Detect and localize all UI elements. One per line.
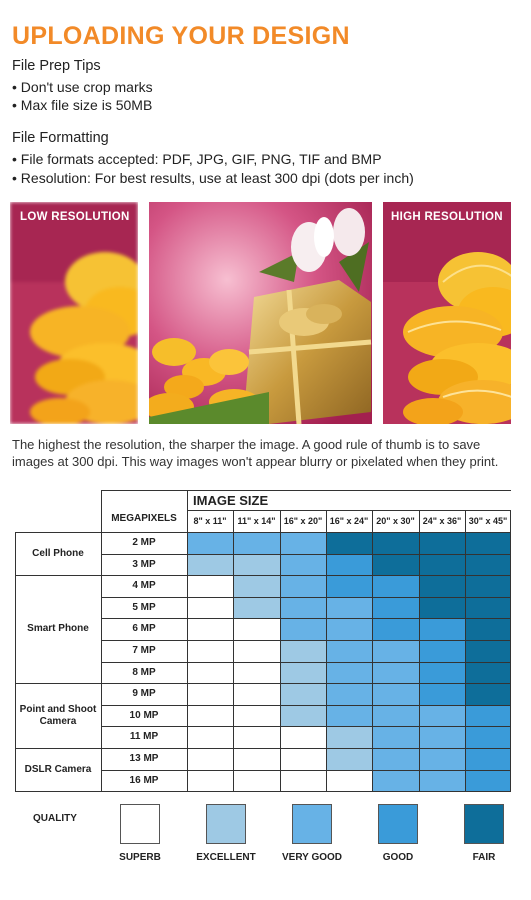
column-header-size: 20" x 30" (376, 516, 415, 526)
table-gridline (101, 597, 511, 598)
quality-swatch (464, 804, 504, 844)
quality-cell (372, 575, 419, 597)
quality-cell (419, 770, 465, 791)
megapixel-label: 8 MP (132, 667, 156, 678)
prep-tip: • Max file size is 50MB (12, 97, 152, 113)
quality-cell (233, 640, 280, 662)
quality-cell (465, 662, 511, 683)
quality-cell (187, 662, 233, 683)
quality-cell (419, 575, 465, 597)
file-prep-heading: File Prep Tips (12, 58, 101, 74)
table-gridline (15, 683, 101, 684)
quality-cell (419, 726, 465, 748)
quality-cell (187, 705, 233, 726)
megapixel-label: 7 MP (132, 645, 156, 656)
quality-cell (326, 554, 372, 575)
megapixel-label: 2 MP (132, 537, 156, 548)
quality-cell (280, 640, 326, 662)
table-gridline (101, 726, 511, 727)
table-gridline (101, 640, 511, 641)
quality-cell (233, 532, 280, 554)
table-gridline (419, 510, 420, 792)
quality-cell (280, 726, 326, 748)
quality-cell (372, 748, 419, 770)
table-gridline (465, 510, 466, 792)
high-resolution-photo (383, 202, 511, 424)
quality-cell (280, 662, 326, 683)
quality-cell (419, 640, 465, 662)
megapixel-label: 10 MP (129, 710, 159, 721)
quality-cell (280, 770, 326, 791)
quality-cell (187, 597, 233, 618)
quality-cell (280, 705, 326, 726)
quality-cell (372, 726, 419, 748)
quality-cell (419, 597, 465, 618)
quality-cell (187, 618, 233, 640)
quality-swatch (206, 804, 246, 844)
device-group-label: Point and Shoot Camera (19, 703, 97, 727)
quality-cell (233, 597, 280, 618)
quality-swatch (120, 804, 160, 844)
quality-cell (372, 597, 419, 618)
quality-cell (187, 748, 233, 770)
megapixel-label: 4 MP (132, 580, 156, 591)
megapixel-label: 11 MP (129, 731, 159, 742)
quality-cell (465, 683, 511, 705)
quality-cell (233, 618, 280, 640)
quality-cell (326, 597, 372, 618)
quality-cell (280, 683, 326, 705)
quality-swatch (292, 804, 332, 844)
image-size-title: IMAGE SIZE (193, 493, 269, 508)
column-header-size: 11" x 14" (237, 516, 276, 526)
column-header-size: 16" x 20" (283, 516, 323, 526)
quality-cell (372, 770, 419, 791)
quality-swatch-label: EXCELLENT (196, 852, 256, 863)
table-gridline (101, 490, 102, 792)
quality-cell (372, 618, 419, 640)
quality-cell (465, 748, 511, 770)
column-header-size: 24" x 36" (422, 516, 462, 526)
table-gridline (326, 510, 327, 792)
quality-cell (326, 705, 372, 726)
table-gridline (280, 510, 281, 792)
center-photo (149, 202, 372, 424)
quality-cell (187, 554, 233, 575)
megapixels-title: MEGAPIXELS (111, 513, 177, 524)
quality-label: QUALITY (33, 813, 77, 824)
quality-swatch-label: VERY GOOD (281, 852, 342, 863)
quality-cell (187, 575, 233, 597)
quality-cell (233, 554, 280, 575)
quality-cell (280, 532, 326, 554)
quality-cell (187, 683, 233, 705)
column-header-size: 16" x 24" (329, 516, 369, 526)
quality-cell (233, 683, 280, 705)
quality-swatch-label: FAIR (472, 852, 496, 863)
quality-cell (280, 618, 326, 640)
quality-cell (326, 640, 372, 662)
table-gridline (15, 748, 101, 749)
device-group-label: DSLR Camera (24, 763, 92, 775)
quality-cell (233, 575, 280, 597)
quality-cell (465, 726, 511, 748)
quality-swatch-label: SUPERB (119, 852, 161, 863)
quality-cell (187, 532, 233, 554)
page-title: UPLOADING YOUR DESIGN (12, 22, 350, 50)
table-gridline (15, 575, 101, 576)
table-gridline (15, 532, 511, 533)
table-gridline (101, 662, 511, 663)
device-group-label: Smart Phone (27, 623, 89, 634)
quality-cell (326, 770, 372, 791)
quality-cell (419, 683, 465, 705)
table-gridline (15, 532, 16, 792)
quality-cell (326, 683, 372, 705)
low-resolution-photo (10, 202, 138, 424)
table-gridline (101, 490, 511, 491)
resolution-paragraph: The highest the resolution, the sharper the image. A good rule of thumb is to save images at 300 dpi. This way images won't appear blurry or pixelated when they print. (12, 437, 499, 469)
quality-cell (326, 532, 372, 554)
quality-swatch (378, 804, 418, 844)
quality-cell (187, 640, 233, 662)
table-gridline (510, 510, 511, 792)
megapixel-label: 5 MP (132, 602, 156, 613)
quality-cell (233, 748, 280, 770)
table-gridline (101, 575, 511, 576)
quality-cell (187, 726, 233, 748)
format-tip: • File formats accepted: PDF, JPG, GIF, PNG, TIF and BMP (12, 151, 382, 167)
table-gridline (101, 770, 511, 771)
quality-swatch-label: GOOD (382, 852, 414, 863)
quality-cell (419, 554, 465, 575)
quality-cell (465, 597, 511, 618)
table-gridline (101, 748, 511, 749)
megapixel-label: 16 MP (129, 775, 159, 786)
quality-cell (465, 554, 511, 575)
quality-cell (326, 575, 372, 597)
quality-cell (280, 575, 326, 597)
quality-cell (233, 662, 280, 683)
quality-cell (280, 748, 326, 770)
quality-cell (419, 748, 465, 770)
quality-cell (280, 554, 326, 575)
quality-cell (419, 662, 465, 683)
file-formatting-heading: File Formatting (12, 130, 109, 146)
low-resolution-label: LOW RESOLUTION (20, 211, 130, 223)
quality-cell (372, 683, 419, 705)
table-gridline (101, 618, 511, 619)
quality-cell (372, 640, 419, 662)
quality-cell (419, 618, 465, 640)
quality-cell (326, 662, 372, 683)
quality-cell (326, 748, 372, 770)
quality-cell (465, 532, 511, 554)
prep-tip: • Don't use crop marks (12, 79, 153, 95)
quality-cell (372, 662, 419, 683)
table-gridline (101, 705, 511, 706)
table-gridline (187, 490, 188, 792)
quality-cell (326, 726, 372, 748)
quality-cell (465, 640, 511, 662)
quality-cell (372, 532, 419, 554)
table-gridline (101, 683, 511, 684)
quality-cell (465, 705, 511, 726)
table-gridline (101, 554, 511, 555)
high-resolution-label: HIGH RESOLUTION (391, 211, 503, 223)
device-group-label: Cell Phone (32, 547, 84, 559)
quality-cell (280, 597, 326, 618)
megapixel-label: 9 MP (132, 688, 156, 699)
table-gridline (15, 791, 101, 792)
quality-cell (233, 726, 280, 748)
quality-cell (419, 705, 465, 726)
table-gridline (187, 510, 511, 511)
quality-cell (187, 770, 233, 791)
megapixel-label: 13 MP (129, 753, 159, 764)
quality-cell (419, 532, 465, 554)
quality-cell (465, 618, 511, 640)
quality-cell (326, 618, 372, 640)
megapixel-label: 3 MP (132, 559, 156, 570)
quality-cell (233, 770, 280, 791)
column-header-size: 30" x 45" (468, 516, 508, 526)
quality-cell (233, 705, 280, 726)
table-gridline (101, 791, 511, 792)
table-gridline (233, 510, 234, 792)
column-header-size: 8" x 11" (193, 516, 227, 526)
format-tip: • Resolution: For best results, use at least 300 dpi (dots per inch) (12, 170, 414, 186)
megapixel-label: 6 MP (132, 623, 156, 634)
quality-cell (465, 575, 511, 597)
table-gridline (372, 510, 373, 792)
quality-cell (372, 705, 419, 726)
quality-cell (465, 770, 511, 791)
quality-cell (372, 554, 419, 575)
